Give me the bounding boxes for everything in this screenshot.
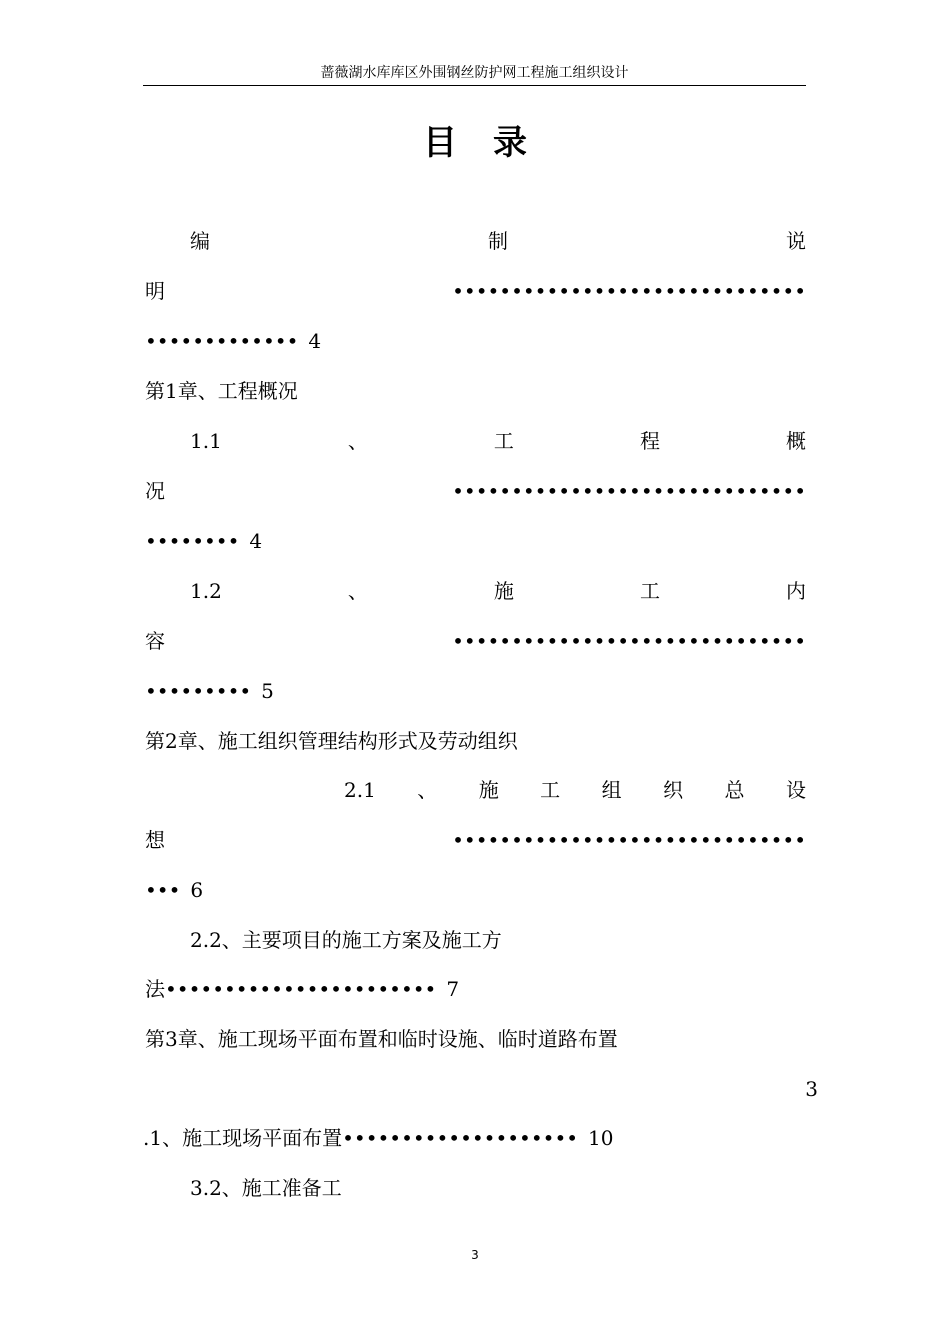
toc-text: 工	[540, 778, 561, 802]
toc-entry-bianzhi-cont	[145, 276, 806, 306]
toc-text: 工	[493, 429, 514, 453]
toc-page-number: 6	[190, 878, 204, 902]
toc-entry-2-2[interactable]: 2.2、主要项目的施工方案及施工方	[190, 928, 502, 952]
toc-entry-2-1[interactable]	[344, 775, 806, 805]
toc-entry-1-2-cont	[145, 626, 806, 656]
toc-leader-dots: •••	[145, 878, 181, 902]
toc-text: 程	[639, 429, 660, 453]
toc-chapter-2[interactable]: 第2章、施工组织管理结构形式及劳动组织	[145, 729, 518, 753]
toc-entry-2-1-tail	[145, 875, 203, 905]
toc-page-number: 10	[588, 1126, 614, 1150]
toc-page-number: 7	[446, 977, 460, 1001]
toc-text: 2.1	[344, 778, 376, 802]
toc-text: 组	[601, 778, 622, 802]
toc-leader-dots: ••••••••••••••••••••••••••••••	[452, 828, 806, 852]
toc-entry-1-2[interactable]	[190, 576, 806, 606]
toc-text: 明	[145, 279, 165, 303]
toc-text: 编	[190, 229, 210, 253]
toc-entry-1-2-tail	[145, 676, 274, 706]
toc-text: 、	[347, 579, 368, 603]
toc-entry-3-1-head: 3	[805, 1077, 818, 1101]
toc-chapter-3[interactable]: 第3章、施工现场平面布置和临时设施、临时道路布置	[145, 1027, 618, 1051]
toc-text: .1、施工现场平面布置	[143, 1126, 343, 1150]
toc-page-number: 5	[261, 679, 274, 703]
toc-text: 制	[488, 229, 508, 253]
toc-text: 概	[786, 429, 806, 453]
toc-text: 工	[639, 579, 660, 603]
toc-text: 说	[786, 229, 806, 253]
toc-text: 施	[478, 778, 499, 802]
toc-entry-bianzhi[interactable]	[190, 226, 806, 256]
toc-text: 设	[785, 778, 806, 802]
toc-page-number: 4	[249, 529, 263, 553]
toc-leader-dots: ••••••••••••••••••••••••••••••	[452, 279, 806, 303]
toc-page-number: 4	[308, 329, 322, 353]
toc-entry-bianzhi-tail	[145, 326, 321, 356]
toc-leader-dots: ••••••••	[145, 529, 240, 553]
toc-entry-3-2[interactable]: 3.2、施工准备工	[190, 1176, 342, 1200]
toc-text: 内	[786, 579, 806, 603]
toc-leader-dots: •••••••••••••	[145, 329, 299, 353]
toc-leader-dots: ••••••••••••••••••••	[342, 1126, 579, 1150]
toc-leader-dots: ••••••••••••••••••••••••••••••	[452, 479, 806, 503]
page-title: 目录	[423, 123, 563, 163]
page-number: 3	[471, 1248, 479, 1262]
toc-entry-3-1[interactable]	[143, 1123, 613, 1153]
toc-text: 施	[493, 579, 514, 603]
toc-leader-dots: •••••••••••••••••••••••	[165, 977, 437, 1001]
toc-chapter-1[interactable]: 第1章、工程概况	[145, 379, 298, 403]
toc-text: 、	[417, 778, 438, 802]
page-header: 蔷薇湖水库库区外围钢丝防护网工程施工组织设计	[320, 65, 629, 81]
toc-text: 容	[145, 629, 165, 653]
toc-leader-dots: ••••••••••••••••••••••••••••••	[452, 629, 806, 653]
toc-entry-1-1[interactable]	[190, 426, 806, 456]
header-rule	[143, 85, 806, 86]
toc-text: 总	[724, 778, 745, 802]
toc-text: 法	[145, 977, 165, 1001]
toc-leader-dots: •••••••••	[145, 679, 252, 703]
toc-text: 况	[145, 479, 165, 503]
toc-text: 1.2	[190, 579, 222, 603]
toc-text: 1.1	[190, 429, 222, 453]
toc-entry-1-1-cont	[145, 476, 806, 506]
toc-text: 织	[663, 778, 684, 802]
toc-text: 、	[347, 429, 368, 453]
toc-entry-2-2-cont	[145, 974, 459, 1004]
toc-entry-1-1-tail	[145, 526, 262, 556]
toc-text: 想	[145, 828, 165, 852]
toc-entry-2-1-cont	[145, 825, 806, 855]
